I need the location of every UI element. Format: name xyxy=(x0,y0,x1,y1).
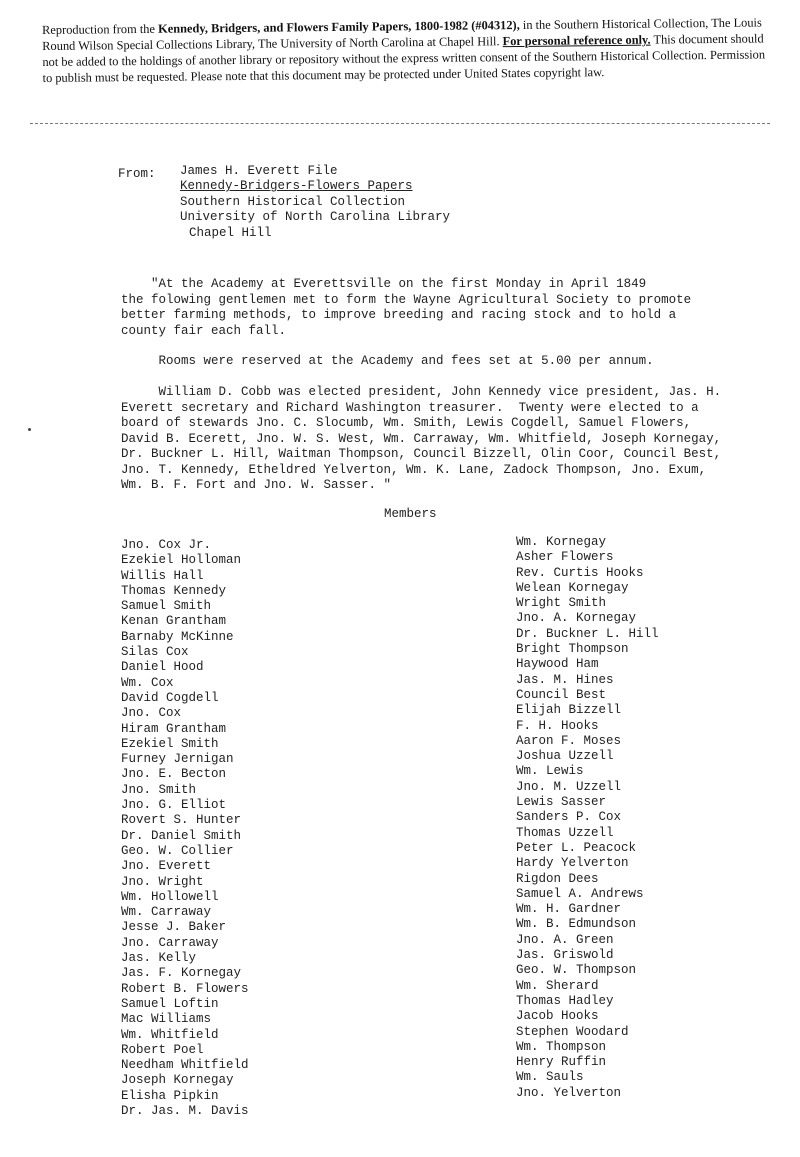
member-name: Jno. A. Green xyxy=(516,932,614,947)
member-name: Thomas Uzzell xyxy=(516,825,614,840)
member-name: Ezekiel Holloman xyxy=(121,553,242,568)
from-line-collection: Southern Historical Collection xyxy=(180,194,406,209)
from-line-file: James H. Everett File xyxy=(180,164,338,178)
member-name: Elijah Bizzell xyxy=(516,703,622,718)
member-name: Samuel A. Andrews xyxy=(516,886,644,901)
member-name: Thomas Kennedy xyxy=(121,583,227,598)
member-name: Furney Jernigan xyxy=(121,752,234,767)
members-heading: Members xyxy=(384,507,437,521)
from-block xyxy=(180,164,450,241)
member-name: Joshua Uzzell xyxy=(516,749,614,764)
copyright-notice xyxy=(42,14,773,86)
member-name: Jno. Wright xyxy=(121,874,204,889)
member-name: Jas. F. Kornegay xyxy=(121,966,242,981)
member-name: Wm. H. Gardner xyxy=(516,902,622,917)
member-name: Wm. Carraway xyxy=(121,905,212,920)
member-name: Haywood Ham xyxy=(516,657,599,672)
paragraph-founding: "At the Academy at Everettsville on the first Monday in April 1849 the folowing gentlemen met to form the Wayne Agricultural Society to promote better farming methods, to improve breeding and racing stock and to hold a county fair each fall. xyxy=(121,277,692,338)
member-name: F. H. Hooks xyxy=(516,718,599,733)
members-list-right xyxy=(516,535,659,1101)
member-name: Geo. W. Thompson xyxy=(516,963,637,978)
member-name: Wm. B. Edmundson xyxy=(516,917,637,932)
member-name: Wm. Hollowell xyxy=(121,889,219,904)
member-name: Silas Cox xyxy=(121,645,189,660)
notice-text-3: This document should not be added to the holdings of another library or repository without the express written consent of the Southern Historical Collection. Permission to publish must be requested. Please note that this document may be protected under United States copyright law. xyxy=(42,31,766,85)
member-name: Hiram Grantham xyxy=(121,721,227,736)
member-name: Ezekiel Smith xyxy=(121,736,219,751)
member-name: Jno. Smith xyxy=(121,782,197,797)
member-name: Wm. Lewis xyxy=(516,764,584,779)
member-name: Wm. Kornegay xyxy=(516,535,607,549)
member-name: Jno. Cox Jr. xyxy=(121,538,212,552)
member-name: Sanders P. Cox xyxy=(516,810,622,825)
from-line-location: Chapel Hill xyxy=(189,225,272,240)
member-name: David Cogdell xyxy=(121,690,219,705)
member-name: Robert B. Flowers xyxy=(121,981,249,996)
paragraph-officers: William D. Cobb was elected president, John Kennedy vice president, Jas. H. Everett secretary and Richard Washington treasurer. Twenty were elected to a board of stewards Jno. C. Slocumb, Wm. Smith, Lewis Cogdell, Samuel Flowers, David B. Ecerett, Jno. W. S. West, Wm. Carraway, Wm. Whitfield, Joseph Kornegay, Dr. Buckner L. Hill, Waitman Thompson, Council Bizzell, Olin Coor, Council Best, Jno. T. Kennedy, Etheldred Yelverton, Wm. K. Lane, Zadock Thompson, Jno. Exum, Wm. B. F. Fort and Jno. W. Sasser. " xyxy=(121,385,722,492)
member-name: Mac Williams xyxy=(121,1012,212,1027)
member-name: Dr. Daniel Smith xyxy=(121,828,242,843)
member-name: Needham Whitfield xyxy=(121,1058,249,1073)
notice-text-1: Reproduction from the xyxy=(42,21,159,37)
member-name: Jno. M. Uzzell xyxy=(516,779,622,794)
member-name: Jas. M. Hines xyxy=(516,672,614,687)
member-name: Rovert S. Hunter xyxy=(121,813,242,828)
member-name: Barnaby McKinne xyxy=(121,629,234,644)
collection-title: Kennedy, Bridgers, and Flowers Family Papers, 1800-1982 (#04312), xyxy=(157,17,520,36)
member-name: Jno. Carraway xyxy=(121,935,219,950)
member-name: Council Best xyxy=(516,687,607,702)
member-name: Asher Flowers xyxy=(516,550,614,565)
member-name: Willis Hall xyxy=(121,568,204,583)
member-name: Samuel Loftin xyxy=(121,996,219,1011)
member-name: Stephen Woodard xyxy=(516,1024,629,1039)
member-name: Kenan Grantham xyxy=(121,614,227,629)
member-name: Henry Ruffin xyxy=(516,1055,607,1070)
notice-text-2: in the Southern Historical Collection, The Louis Round Wilson Special Collections Library, The University of North Carolina at Chapel Hill. xyxy=(42,15,762,53)
member-name: Wm. Cox xyxy=(121,675,174,690)
separator-line xyxy=(30,123,770,124)
member-name: Daniel Hood xyxy=(121,660,204,675)
member-name: Wright Smith xyxy=(516,596,607,611)
from-line-library: University of North Carolina Library xyxy=(180,210,451,225)
members-list-left xyxy=(121,538,249,1119)
member-name: Jas. Kelly xyxy=(121,951,197,966)
paragraph-fees: Rooms were reserved at the Academy and fees set at 5.00 per annum. xyxy=(121,354,654,368)
member-name: Jno. A. Kornegay xyxy=(516,611,637,626)
member-name: Dr. Jas. M. Davis xyxy=(121,1103,249,1118)
member-name: Jno. Everett xyxy=(121,859,212,874)
member-name: Lewis Sasser xyxy=(516,795,607,810)
member-name: Geo. W. Collier xyxy=(121,843,234,858)
member-name: Aaron F. Moses xyxy=(516,733,622,748)
personal-use-notice: For personal reference only. xyxy=(502,32,651,49)
member-name: Jacob Hooks xyxy=(516,1009,599,1024)
member-name: Rev. Curtis Hooks xyxy=(516,565,644,580)
member-name: Jas. Griswold xyxy=(516,948,614,963)
member-name: Welean Kornegay xyxy=(516,580,629,595)
scan-speck xyxy=(28,428,31,431)
from-line-papers: Kennedy-Bridgers-Flowers Papers xyxy=(180,179,413,194)
member-name: Bright Thompson xyxy=(516,642,629,657)
member-name: Dr. Buckner L. Hill xyxy=(516,626,659,641)
member-name: Wm. Sauls xyxy=(516,1070,584,1085)
member-name: Thomas Hadley xyxy=(516,993,614,1008)
member-name: Elisha Pipkin xyxy=(121,1088,219,1103)
member-name: Joseph Kornegay xyxy=(121,1073,234,1088)
member-name: Jno. Cox xyxy=(121,706,182,721)
from-label: From: xyxy=(118,167,156,181)
member-name: Jno. G. Elliot xyxy=(121,798,227,813)
member-name: Robert Poel xyxy=(121,1042,204,1057)
member-name: Wm. Sherard xyxy=(516,978,599,993)
member-name: Jno. Yelverton xyxy=(516,1085,622,1100)
member-name: Wm. Thompson xyxy=(516,1039,607,1054)
member-name: Rigdon Dees xyxy=(516,871,599,886)
member-name: Wm. Whitfield xyxy=(121,1027,219,1042)
member-name: Jesse J. Baker xyxy=(121,920,227,935)
member-name: Peter L. Peacock xyxy=(516,840,637,855)
member-name: Jno. E. Becton xyxy=(121,767,227,782)
member-name: Hardy Yelverton xyxy=(516,856,629,871)
member-name: Samuel Smith xyxy=(121,599,212,614)
